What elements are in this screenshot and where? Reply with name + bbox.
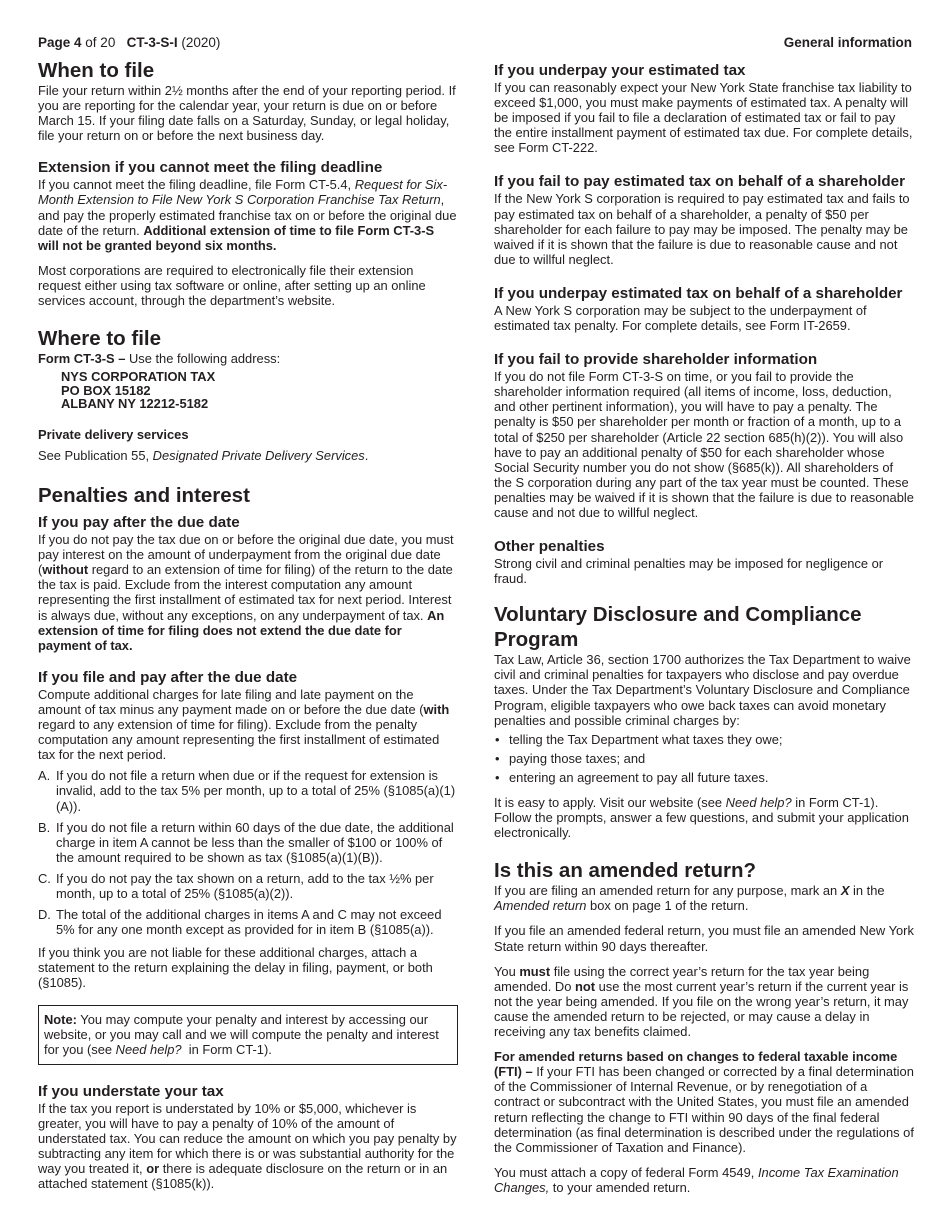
underpay-behalf-text: A New York S corporation may be subject to the underpayment of estimated tax penalty. For complete details, see Form IT-2659. [494,302,867,334]
list-item: B. If you do not file a return within 60 days of the due date, the additional charge in item A cannot be less than the smaller of $100 or 100% of the amount required to be shown as tax (§1085(a)(1)(B)). [38,819,454,865]
penalties-heading: Penalties and interest [38,484,250,508]
other-penalties-heading: Other penalties [494,538,605,556]
pay-after-heading: If you pay after the due date [38,514,240,532]
pay-after-text: If you do not pay the tax due on or before the original due date, you must pay interest on the amount of underpayment from the original due date (without regard to an extension of time for filing) of the return to the date the tax is paid. Exclude from the interest computation any amount representing the first installment of estimated tax for next period. Interest is always due, without any exceptions, on any underpayment of tax. An extension of time for filing does not extend the due date for payment of tax. [38,532,454,653]
amended-p3: You must file using the correct year’s return for the tax year being amended. Do not use the most current year’s return if the current year is not the year being amended. If you file on the wrong year’s return, it may cause the amended return to be rejected, or may cause a delay in receiving any tax benefits claimed. [494,963,909,1040]
list-item: D. The total of the additional charges in items A and C may not exceed 5% for any one month except as provided for in item B (§1085(a)). [38,907,442,938]
private-delivery-heading: Private delivery services [38,427,189,442]
extension-text: If you cannot meet the filing deadline, file Form CT-5.4, Request for Six-Month Extension to File New York S Corporation Franchise Tax Return, and pay the properly estimated franchise tax on or before the original due date of the return. Additional extension of time to file Form CT-3-S will not be granted beyond six months. [38,177,457,253]
when-to-file-heading: When to file [38,59,155,82]
fail-provide-heading: If you fail to provide shareholder information [494,351,818,369]
list-item: • entering an agreement to pay all future taxes. [495,769,769,785]
not-liable-text: If you think you are not liable for these additional charges, attach a statement to the return explaining the delay in filing, payment, or both (§1085). [38,945,433,991]
other-penalties-text: Strong civil and criminal penalties may be imposed for negligence or fraud. [494,556,884,587]
private-delivery-text: See Publication 55, Designated Private Delivery Services. [38,448,369,463]
list-item: A. If you do not file a return when due or if the request for extension is invalid, add to the tax 5% per month, up to a total of 25% (§1085(a)(1)(A)). [38,768,456,814]
underpay-heading: If you underpay your estimated tax [494,62,746,79]
left-column [38,58,458,1191]
amended-p2: If you file an amended federal return, you must file an amended New York State return within 90 days thereafter. [494,923,914,954]
form-id: CT-3-S-I [126,35,178,50]
page-total: of 20 [81,35,127,50]
file-pay-after-heading: If you file and pay after the due date [38,668,298,686]
note-text: Note: You may compute your penalty and interest by accessing our website, or you may call and we will compute the penalty and interest for you (see Need help? in Form CT-1). [44,1011,439,1057]
underpay-behalf-heading: If you underpay estimated tax on behalf of a shareholder [494,284,903,302]
fail-provide-text: If you do not file Form CT-3-S on time, or you fail to provide the shareholder information required (all items of income, loss, deduction, and other pertinent information), you will have to pay a penalty. The penalty is $50 per shareholder per month or fraction of a month, up to a total of $250 per shareholder (Article 22 section 685(h)(2)). You will also have to pay an additional penalty of $50 for each shareholder whose Social Security number you do not show (§685(k)). All shareholders of the S corporation during any part of the tax year must be counted. These penalties may be waived if it is shown that the failure is due to reasonable cause and not due to willful neglect. [494,369,914,520]
extension-electronic-text: Most corporations are required to electronically file their extension request either using tax software or online, after setting up an online services account, through the department’s website. [38,262,426,309]
additional-charges-list [38,768,458,937]
underpay-text: If you can reasonably expect your New York State franchise tax liability to exceed $1,000, you must make payments of estimated tax. A penalty will be imposed if you fail to file a declaration of estimated tax or fail to pay the entire installment payment of estimated tax due. For complete details, see Form CT-222. [494,80,913,156]
apply-text: It is easy to apply. Visit our website (see Need help? in Form CT-1). Follow the prompts, answer a few questions, and submit your application electronically. [494,795,909,841]
understate-heading: If you understate your tax [38,1082,224,1100]
right-column [494,62,914,1195]
amended-p5: You must attach a copy of federal Form 4549, Income Tax Examination Changes, to your amended return. [494,1164,899,1195]
extension-heading: Extension if you cannot meet the filing deadline [38,159,383,177]
form-year: (2020) [177,35,221,50]
amended-p4: For amended returns based on changes to federal taxable income (FTI) – If your FTI has been changed or corrected by a final determination of the Commissioner of Internal Revenue, or by renegotiation of a contract or subcontract with the United States, you must file an amended return reflecting the change to FTI within 90 days of the final federal determination (as final determination is described under the regulations of the Commissioner of Taxation and Finance). [494,1049,914,1155]
list-item: • telling the Tax Department what taxes they owe; [495,731,783,747]
section-label: General information [783,35,912,50]
fail-pay-behalf-text: If the New York S corporation is required to pay estimated tax and fails to pay estimated tax on behalf of a shareholder, a penalty of $50 per shareholder for each failure to pay may be imposed. The penalty may be waived if it is shown that the failure is due to reasonable cause and not due to willful neglect. [494,191,910,267]
page-number: 4 [74,35,82,50]
when-to-file-text: File your return within 2½ months after the end of your reporting period. If you are reporting for the calendar year, your return is due on or before March 15. If your filing date falls on a Saturday, Sunday, or legal holiday, file your return on or before the next business day. [38,83,456,144]
voluntary-bullets [494,732,914,785]
file-pay-after-text: Compute additional charges for late filing and late payment on the amount of tax minus any payment made on or before the due date (with regard to any extension of time for filing). Exclude from the penalty computation any amount representing the first installment of estimated tax for the next period. [38,686,450,763]
list-item: • paying those taxes; and [495,750,646,766]
voluntary-disclosure-heading: Voluntary Disclosure and Compliance Program [494,603,862,652]
amended-p1: If you are filing an amended return for any purpose, mark an X in the Amended return box on page 1 of the return. [494,883,885,914]
page-label: Page [38,35,75,50]
page-header-left [38,35,220,50]
where-to-file-heading: Where to file [38,327,162,351]
where-to-file-text: Form CT-3-S – Use the following address: [38,351,281,367]
list-item: C. If you do not pay the tax shown on a return, add to the tax ½% per month, up to a total of 25% (§1085(a)(2)). [38,870,434,901]
understate-text: If the tax you report is understated by 10% or $5,000, whichever is greater, you will have to pay a penalty of 10% of the amount of understated tax. You can reduce the amount on which you pay penalty by subtracting any item for which there is or was substantial authority for the way you treated it, or there is adequate disclosure on the return or in an attached statement (§1085(k)). [38,1100,457,1192]
voluntary-disclosure-text: Tax Law, Article 36, section 1700 authorizes the Tax Department to waive civil and criminal penalties for taxpayers who disclose and pay overdue taxes. Under the Tax Department’s Voluntary Disclosure and Compliance Program, eligible taxpayers who owe back taxes can avoid monetary penalties and possible criminal charges by: [494,652,911,728]
note-box [38,1005,458,1065]
mailing-address: NYS CORPORATION TAX PO BOX 15182 ALBANY NY 12212-5182 [61,369,216,412]
amended-return-heading: Is this an amended return? [494,859,756,883]
fail-pay-behalf-heading: If you fail to pay estimated tax on behalf of a shareholder [494,173,905,191]
